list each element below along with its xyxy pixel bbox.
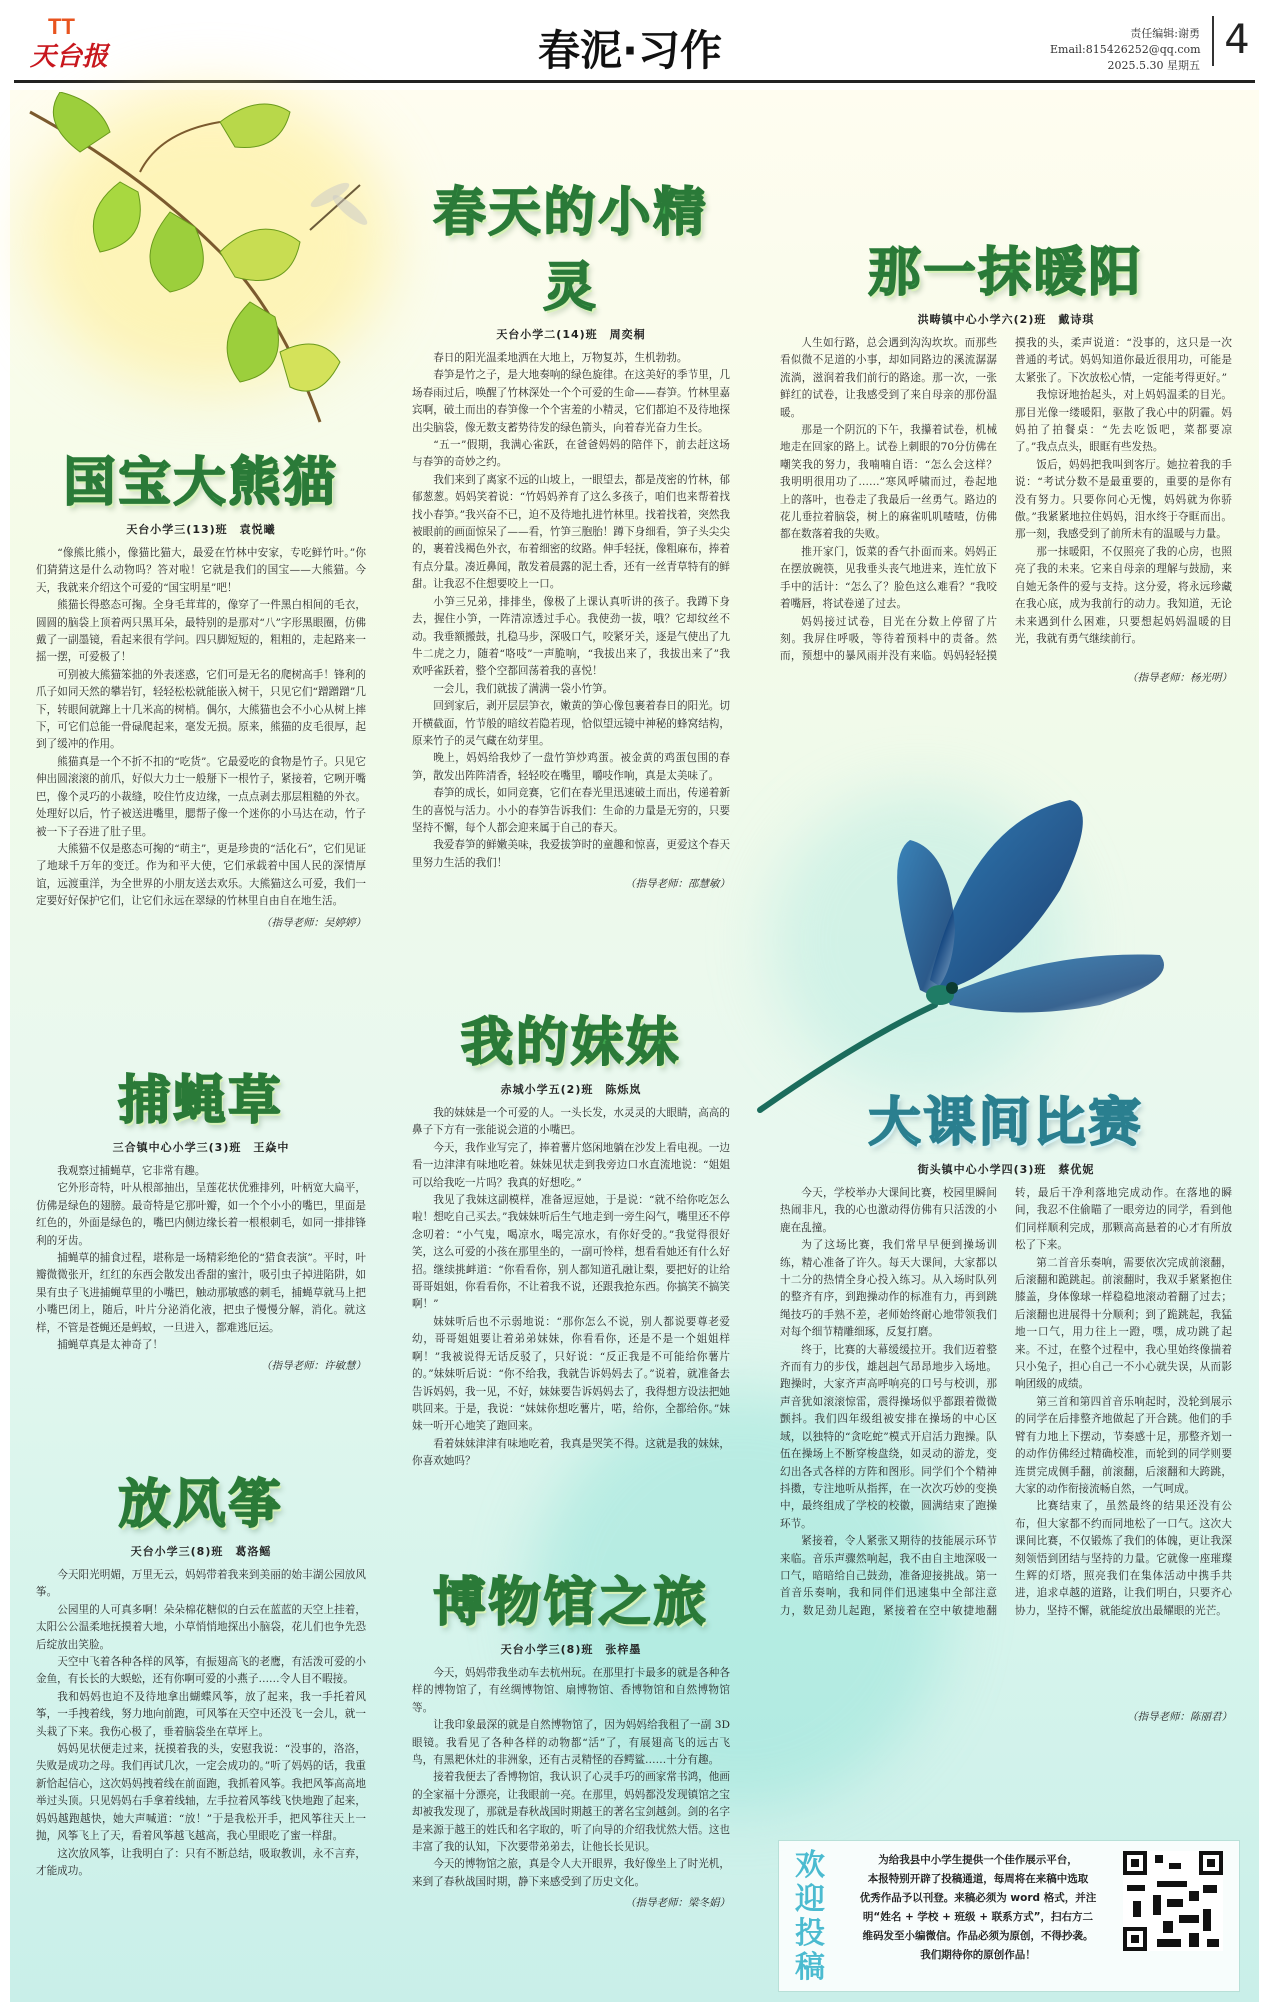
paragraph: 终于，比赛的大幕缓缓拉开。我们迈着整齐而有力的步伐，雄赳赳气昂昂地步入场地。跑操时，大家齐声高呼响亮的口号与校训，那声音犹如滚滚惊雷，震得操场似乎都跟着微微颤抖。我们四年级组被安排在操场的中心区域，以独特的“贪吃蛇”模式开启活力跑操。队伍在操场上不断穿梭盘绕，如灵动的游龙，变幻出各式各样的方阵和图形。同学们个个精神抖擞，专注地听从指挥，在一次次巧妙的变换中，最终组成了学校的校徽，圆满结束了跑操环节。 <box>780 1343 997 1530</box>
paragraph: 小笋三兄弟，排排坐，像极了上课认真听讲的孩子。我蹲下身去，握住小笋，一阵清凉透过手心。我使劲一拔，哦？它却纹丝不动。我垂额搬鼓，扎稳马步，深吸口气，咬紧牙关，逐是气使出了九牛二虎之力，随着“咯吱”一声脆响，“我拔出来了，我拔出来了”我欢呼雀跃着，整个空都回荡着我的喜悦！ <box>412 595 730 678</box>
article-title: 捕蝇草 <box>118 1071 284 1131</box>
paragraph: 妈妈接过试卷，目光在分数上停留了片刻。我屏住呼吸，等待着预料中的责备。然而，预想中的暴风雨并没有来临。妈妈轻轻摸摸我的头，柔声说道：“没事的，这只是一次普通的考试。妈妈知道你最近很用功，可能是太紧张了。下次放松心情，一定能考得更好。” <box>780 337 1232 663</box>
paragraph: 为了这场比赛，我们常早早便到操场训练，精心准备了许久。每天大课间，大家都以十二分的热情全身心投入练习。从入场时队列的整齐有序，到跑操动作的标准有力，再到跳绳技巧的手熟不差，老师始终耐心地带领我们对每个细节精雕细琢，反复打磨。 <box>780 1239 997 1339</box>
issue-date: 2025.5.30 星期五 <box>1107 59 1200 72</box>
paragraph: 接着我便去了香博物馆，我认识了心灵手巧的画家常书鸿，他画的全家福十分漂亮，让我眼前一亮。在那里，妈妈都没发现镇馆之宝却被我发现了，那就是春秋战国时期越王的著名宝剑越剑。剑的名字是来源于越王的姓氏和名字取的，听了向导的介绍我忧然大悟。这也丰富了我的认知，下次要带弟弟去，让他长长见识。 <box>412 1771 730 1854</box>
article-byline: 街头镇中心小学四(3)班 蔡优妮 <box>917 1163 1095 1176</box>
teacher-credit: （指导老师：吴婷婷） <box>261 916 366 929</box>
column-left-lower <box>36 1058 366 1373</box>
paragraph: 我们来到了离家不远的山坡上，一眼望去，都是茂密的竹林，郁郁葱葱。妈妈笑着说：“竹妈妈养育了这么多孩子，咱们也来帮着找找小春笋。”我兴奋不已，迫不及待地扎进竹林里。找着找着，突然我被眼前的画面惊呆了——看，竹笋三胞胎！蹲下身细看，笋子头尖尖的，裹着浅褐色外衣，布着细密的纹路。伸手轻抚，像粗麻布，捧着有点分量。凑近鼻闻，散发着晨露的泥土香，还有一丝青草特有的鲜甜。让我忍不住想要咬上一口。 <box>412 473 730 591</box>
teacher-credit: （指导老师：邵慧敏） <box>625 878 730 891</box>
article-little-sister <box>412 1000 730 1471</box>
column-left-bottom <box>36 1462 366 1880</box>
paragraph: 熊猫长得憨态可掬。全身毛茸茸的，像穿了一件黑白相间的毛衣，圆圆的脑袋上顶着两只黑耳朵，最特别的是那对“八”字形黑眼圈，仿佛戴了一副墨镜，看起来很有学问。四只脚短短的，粗粗的，走起路来一摇一摆，可爱极了！ <box>36 599 366 664</box>
teacher-credit: （指导老师：陈丽君） <box>1127 1711 1232 1723</box>
paragraph: 我观察过捕蝇草，它非常有趣。 <box>57 1165 206 1177</box>
paragraph: 捕蝇草的捕食过程，堪称是一场精彩绝伦的“猎食表演”。平时，叶瓣微微张开，红红的东西会散发出香甜的蜜汁，吸引虫子掉进陷阱，如果有虫子飞进捕蝇草里的小嘴巴，触动那敏感的刺毛，捕蝇草就马上把小嘴巴闭上，随后，叶片分泌消化液，把虫子慢慢分解，消化。就这样，不管是苍蝇还是蚂蚁，一旦进入，都难逃厄运。 <box>36 1252 366 1334</box>
article-body <box>412 350 730 872</box>
paragraph: 公园里的人可真多啊！朵朵棉花糖似的白云在蓝蓝的天空上挂着，太阳公公温柔地抚摸着大地，小草悄悄地探出小脑袋，花儿们也争先恐后绽放出笑脸。 <box>36 1603 366 1651</box>
section-title: 春泥·习作 <box>538 26 722 75</box>
paragraph: 我爱春笋的鲜嫩美味，我爱拔笋时的童趣和惊喜，更爱这个春天里努力生活的我们！ <box>412 839 730 869</box>
paragraph: 那一抹暖阳，不仅照亮了我的心房，也照亮了我的未来。它来自母亲的理解与鼓励，来自她无条件的爱与支持。这分爱，将永远珍藏在我心底，成为我前行的动力。我知道，无论未来遇到什么困难，只要想起妈妈温暖的目光，我就有勇气继续前行。 <box>1015 545 1232 645</box>
article-title: 国宝大熊猫 <box>63 453 339 513</box>
masthead-rule <box>14 80 1255 83</box>
article-body <box>780 1185 1232 1705</box>
editor-name: 责任编辑:谢勇 <box>1130 27 1200 40</box>
submission-line: 我们期待你的原创作品！ <box>920 1949 1036 1961</box>
paragraph: 第二首音乐奏响，需要依次完成前滚翻，后滚翻和跪跳起。前滚翻时，我双手紧紧抱住膝盖，身体像球一样稳稳地滚动着翻了过去；后滚翻也进展得十分顺利；到了跪跳起，我猛地一口气，用力往上一蹬，嘿，成功跳了起来。不过，在整个过程中，我心里始终像揣着只小兔子，担心自己一不小心就失误，从而影响团级的成绩。 <box>1015 1256 1232 1391</box>
submission-line: 为给我县中小学生提供一个佳作展示平台， <box>878 1854 1078 1866</box>
article-body <box>36 545 366 911</box>
page-number: 4 <box>1212 16 1260 66</box>
paragraph: 妹妹听后也不示弱地说：“那你怎么不说，别人都说要尊老爱幼，哥哥姐姐要让着弟弟妹妹，你看看你，还是不是一个姐姐样啊！”我被说得无话反驳了，只好说：“反正我是不可能给你薯片的。”妹妹听后说：“你不给我，我就告诉妈妈去了。”说着，就准备去告诉妈妈，我一见，不好，妹妹要告诉妈妈去了，我得想方设法把她哄回来。于是，我说：“妹妹你想吃薯片，喏，给你，全都给你。”妹妹一听开心地笑了跑回来。 <box>412 1315 730 1433</box>
teacher-credit: （指导老师：梁冬娟） <box>625 1897 730 1910</box>
submission-line: 优秀作品予以刊登。来稿必须为 word 格式，并注 <box>859 1892 1097 1904</box>
article-title: 博物馆之旅 <box>433 1573 709 1633</box>
paragraph: 我和妈妈也迫不及待地拿出蝴蝶风筝，放了起来，我一手托着风筝，一手拽着线，努力地向前跑，可风筝在天空中还没飞一会儿，就一头栽了下来。我伤心极了，垂着脑袋坐在草坪上。 <box>36 1690 366 1738</box>
paragraph: 那是一个阴沉的下午，我攥着试卷，机械地走在回家的路上。试卷上刺眼的70分仿佛在嘲笑我的努力，我喃喃自语：“怎么会这样？我明明很用功了……”寒风呼啸而过，卷起地上的落叶，也卷走了我最后一丝勇气。路边的花儿垂拉着脑袋，树上的麻雀叽叽喳喳，仿佛都在数落着我的失败。 <box>780 424 997 541</box>
editor-email: Email:815426252@qq.com <box>1050 43 1201 56</box>
paragraph: 春笋的成长，如同竞赛，它们在春光里迅速破土而出，传递着新生的喜悦与活力。小小的春笋告诉我们：生命的力量是无穷的，只要坚持不懈，每个人都会迎来属于自己的春天。 <box>412 787 730 834</box>
article-body <box>36 1163 366 1354</box>
article-byline: 洪畴镇中心小学六(2)班 戴诗琪 <box>917 313 1095 326</box>
paragraph: 晚上，妈妈给我炒了一盘竹笋炒鸡蛋。被金黄的鸡蛋包围的春笋，散发出阵阵清香，轻轻咬在嘴里，嚼吱作响，真是太美味了。 <box>412 752 730 782</box>
logo-text: 天台报 <box>30 42 109 72</box>
article-title: 放风筝 <box>118 1475 284 1535</box>
paragraph: 今天阳光明媚，万里无云，妈妈带着我来到美丽的始丰湖公园放风筝。 <box>36 1569 366 1599</box>
column-left <box>36 440 366 930</box>
article-title: 大课间比赛 <box>868 1093 1144 1153</box>
paragraph: 我见了我妹这副模样，准备逗逗她，于是说：“就不给你吃怎么啦！想吃自己买去。”我妹妹听后生气地走到一旁生闷气，嘴里还不停念叨着：“小气鬼，喝凉水，喝完凉水，有你好受的。”我觉得很好笑，这么可爱的小孩在那里坐的，一副可怜样，想看看她还有什么好招。继续挑衅道：“你看看你，别人都知道孔融让梨，要把好的让给哥哥姐姐，你看看你，不让着我不说，还跟我抢东西。你搞笑不搞笑啊！” <box>412 1194 730 1311</box>
article-museum <box>412 1560 730 1910</box>
article-panda <box>36 440 366 930</box>
article-body <box>412 1105 730 1471</box>
paragraph: 第三首和第四首音乐响起时，没轮到展示的同学在后排整齐地做起了开合跳。他们的手臂有力地上下摆动，节奏感十足，那整齐划一的动作仿佛经过精确校准，而轮到的同学则要连贯完成侧手翻，前滚翻，后滚翻和大跨跳，大家的动作衔接流畅自然，一气呵成。 <box>1015 1395 1232 1495</box>
paragraph: 回到家后，剥开层层笋衣，嫩黄的笋心像包裹着春日的阳光。切开横截面，竹节般的暗纹若隐若现，恰似望远镜中神秘的蜂窝结构，原来竹子的灵气藏在幼芽里。 <box>412 700 730 747</box>
paragraph: 它外形奇特，叶从根部抽出，呈莲花状优雅排列，叶柄宽大扁平，仿佛是绿色的翅膀。最奇特是它那叶瓣，如一个个小小的嘴巴，里面是红色的，外面是绿色的，嘴巴内侧边缘长着一根根刺毛，如同一排排锋利的牙齿。 <box>36 1182 366 1247</box>
submission-line: 明“姓名 + 学校 + 班级 + 联系方式”，扫右方二 <box>862 1911 1094 1923</box>
paragraph: 今天，学校举办大课间比赛，校园里瞬间热闹非凡，我的心也激动得仿佛有只活泼的小鹿在乱撞。 <box>780 1187 997 1234</box>
paragraph: 可别被大熊猫笨拙的外表迷惑，它们可是无名的爬树高手！锋利的爪子如同天然的攀岩钉，轻轻松松就能嵌入树干，只见它们“蹭蹭蹭”几下，转眼间就蹿上十几米高的树梢。偶尔，大熊猫也会不小心从树上摔下，可它们总能一骨碌爬起来，毫发无损。原来，熊猫的皮毛很厚，起到了缓冲的作用。 <box>36 668 366 751</box>
paragraph: 我的妹妹是一个可爱的人。一头长发，水灵灵的大眼睛，高高的鼻子下方有一张能说会道的小嘴巴。 <box>412 1107 730 1137</box>
article-kite <box>36 1462 366 1880</box>
submission-label: 欢迎投稿 <box>795 1848 825 1985</box>
paragraph: 大熊猫不仅是憨态可掬的“萌主”，更是珍贵的“活化石”，它们见证了地球千万年的变迁。作为和平大使，它们承载着中国人民的深情厚谊，远渡重洋，为全世界的小朋友送去欢乐。大熊猫这么可爱，我们一定要好好保护它们，让它们永远在翠绿的竹林里自由自在地生活。 <box>36 842 366 908</box>
editor-info <box>1050 26 1200 74</box>
article-byline: 赤城小学五(2)班 陈烁岚 <box>500 1083 642 1096</box>
paragraph: 饭后，妈妈把我叫到客厅。她拉着我的手说：“考试分数不是最重要的，重要的是你有没有努力。只要你问心无愧，妈妈就为你骄傲。”我紧紧地拉住妈妈，泪水终于夺眶而出。那一刻，我感受到了前所未有的温暖与力量。 <box>1015 458 1232 541</box>
paragraph: 推开家门，饭菜的香气扑面而来。妈妈正在摆放碗筷，见我垂头丧气地进来，连忙放下手中的活计：“怎么了？脸色这么难看？”我咬着嘴唇，将试卷递了过去。 <box>780 545 997 611</box>
submission-box <box>778 1840 1240 1992</box>
paragraph: 比赛结束了，虽然最终的结果还没有公布，但大家都不约而同地松了一口气。这次大课间比赛，不仅锻炼了我们的体魄，更让我深刻领悟到团结与坚持的力量。它就像一座璀璨生辉的灯塔，照亮我们在集体活动中携手共进，追求卓越的道路，让我们明白，只要齐心协力，坚持不懈，就能绽放出最耀眼的光芒。 <box>1015 1500 1232 1617</box>
column-middle <box>412 170 730 891</box>
paragraph: 紧接着，令人紧张又期待的技能展示环节来临。音乐声骤然响起，我不由自主地深吸一口气，暗暗给自己鼓劲，准备迎接挑战。第一首音乐奏响，我和同伴们迅速集中全部注意力，数足劲儿起跑，紧接着在空中敏捷地翻转，最后干净利落地完成动作。在落地的瞬间，我忍不住偷瞄了一眼旁边的同学，看到他们同样顺利完成，那颗高高悬着的心才有所放松了下来。 <box>780 1187 1232 1617</box>
article-byline: 天台小学三(8)班 张梓墨 <box>500 1643 642 1656</box>
paragraph: 妈妈见状便走过来，抚摸着我的头，安慰我说：“没事的，洛洛，失败是成功之母。我们再试几次，一定会成功的。”听了妈妈的话，我重新恰起信心，这次妈妈拽着线在前面跑，我抓着风筝。我把风筝高高地举过头顶。只见妈妈右手拿着线轴，左手拉着风筝线飞快地跑了起来，妈妈越跑越快，她大声喊道：“放！”于是我松开手，把风筝往天上一抛，风筝飞上了天，看着风筝越飞越高，我心里眼吃了蜜一样甜。 <box>36 1743 366 1843</box>
article-byline: 天台小学二(14)班 周奕桐 <box>496 328 646 341</box>
paragraph: 看着妹妹津津有味地吃着，我真是哭笑不得。这就是我的妹妹，你喜欢她吗？ <box>412 1437 730 1468</box>
qr-code-icon[interactable] <box>1123 1851 1223 1951</box>
paragraph: 捕蝇草真是太神奇了！ <box>57 1339 164 1352</box>
teacher-credit: （指导老师：杨光明） <box>1127 671 1232 684</box>
article-byline: 三合镇中心小学三(3)班 王焱中 <box>112 1141 290 1154</box>
paragraph: 这次放风筝，让我明白了：只有不断总结，吸取教训，永不言弃，才能成功。 <box>36 1847 366 1877</box>
article-title: 春天的小精灵 <box>433 183 709 318</box>
column-right <box>780 230 1232 685</box>
submission-line: 维码发至小编微信。作品必须为原创，不得抄袭。 <box>862 1930 1094 1942</box>
column-middle-bottom <box>412 1560 730 1910</box>
article-body <box>780 335 1232 666</box>
article-warm-sunshine <box>780 230 1232 685</box>
paragraph: 春日的阳光温柔地洒在大地上，万物复苏，生机勃勃。 <box>433 352 688 364</box>
article-recess-contest <box>780 1080 1232 1724</box>
newspaper-logo <box>30 14 160 70</box>
submission-text <box>845 1851 1111 1965</box>
paragraph: 一会儿，我们就拔了满满一袋小竹笋。 <box>433 682 614 695</box>
paragraph: 今天的博物馆之旅，真是令人大开眼界，我好像坐上了时光机，来到了春秋战国时期，静下来感受到了历史文化。 <box>412 1858 730 1888</box>
article-byline: 天台小学三(8)班 葛洛鳐 <box>130 1545 272 1558</box>
article-spring-bamboo <box>412 170 730 891</box>
logo-mark: TT <box>48 14 75 39</box>
column-right-lower <box>780 1080 1232 1724</box>
teacher-credit: （指导老师：许敏慧） <box>261 1360 366 1373</box>
article-byline: 天台小学三(13)班 袁悦曦 <box>126 523 276 536</box>
paragraph: 今天，我作业写完了，捧着薯片悠闲地躺在沙发上看电视。一边看一边津津有味地吃着。妹妹见状走到我旁边口水直流地说：“姐姐可以给我吃一片吗？我真的好想吃。” <box>412 1141 730 1189</box>
article-title: 我的妹妹 <box>460 1013 681 1073</box>
masthead <box>0 0 1269 82</box>
paragraph: 天空中飞着各种各样的风筝，有振翅高飞的老鹰，有活泼可爱的小金鱼，有长长的大蜈蚣，还有你啊可爱的小燕子……令人目不暇接。 <box>36 1656 366 1686</box>
submission-line: 本报特别开辟了投稿通道，每周将在来稿中选取 <box>867 1873 1089 1885</box>
column-middle-lower <box>412 1000 730 1471</box>
paragraph: 让我印象最深的就是自然博物馆了，因为妈妈给我租了一副 3D 眼镜。我看见了各种各样的动物都“活”了，有展翅高飞的远古飞鸟，有黑耙休灶的非洲象，还有古灵精怪的吞鳄鲨……十分有趣。 <box>412 1719 730 1767</box>
article-title: 那一抹暖阳 <box>868 243 1144 303</box>
article-venus-flytrap <box>36 1058 366 1373</box>
article-body <box>412 1665 730 1891</box>
dragonfly-icon <box>300 170 380 240</box>
paragraph: 人生如行路，总会遇到沟沟坎坎。而那些看似微不足道的小事，却如同路边的溪流潺潺流淌，滋润着我们前行的路途。那一次，一张鲜红的试卷，让我感受到了来自母亲的那份温暖。 <box>780 337 997 419</box>
article-body <box>36 1567 366 1880</box>
paragraph: “五一”假期，我满心雀跃，在爸爸妈妈的陪伴下，前去赶这场与春笋的奇妙之约。 <box>412 439 730 469</box>
paragraph: 熊猫真是一个不折不扣的“吃货”。它最爱吃的食物是竹子。只见它伸出圆滚滚的前爪，好似大力士一般掰下一根竹子，紧接着，它咧开嘴巴，像个灵巧的小裁缝，咬住竹皮边缘，一点点剥去那层粗糙的外衣。处理好以后，竹子被送进嘴里，腮帮子像一个迷你的小马达在动，竹子被一下子吞进了肚子里。 <box>36 755 366 838</box>
ginkgo-leaves-icon <box>20 92 350 432</box>
paragraph: 春笋是竹之子，是大地奏响的绿色旋律。在这美好的季节里，几场春雨过后，唤醒了竹林深处一个个可爱的生命——春笋。竹林里嘉宾啊，破土而出的春笋像一个个害羞的小精灵，它们都迫不及待地探出尖脑袋，像无数支蓄势待发的绿色箭头，向着春光奋力生长。 <box>412 369 730 434</box>
paragraph: 我惊讶地抬起头，对上妈妈温柔的目光。那目光像一缕暖阳，驱散了我心中的阴霾。妈妈拍了拍餐桌：“先去吃饭吧，菜都要凉了。”我点点头，眼眶有些发热。 <box>1015 389 1232 454</box>
paragraph: 今天，妈妈带我坐动车去杭州玩。在那里打卡最多的就是各种各样的博物馆了，有丝绸博物馆、扇博物馆、香博物馆和自然博物馆等。 <box>412 1667 730 1714</box>
paragraph: “像熊比熊小，像猫比猫大，最爱在竹林中安家，专吃鲜竹叶。”你们猜猜这是什么动物吗？答对啦！它就是我们的国宝——大熊猫。今天，我就来介绍这个可爱的“国宝明星”吧！ <box>36 547 366 594</box>
